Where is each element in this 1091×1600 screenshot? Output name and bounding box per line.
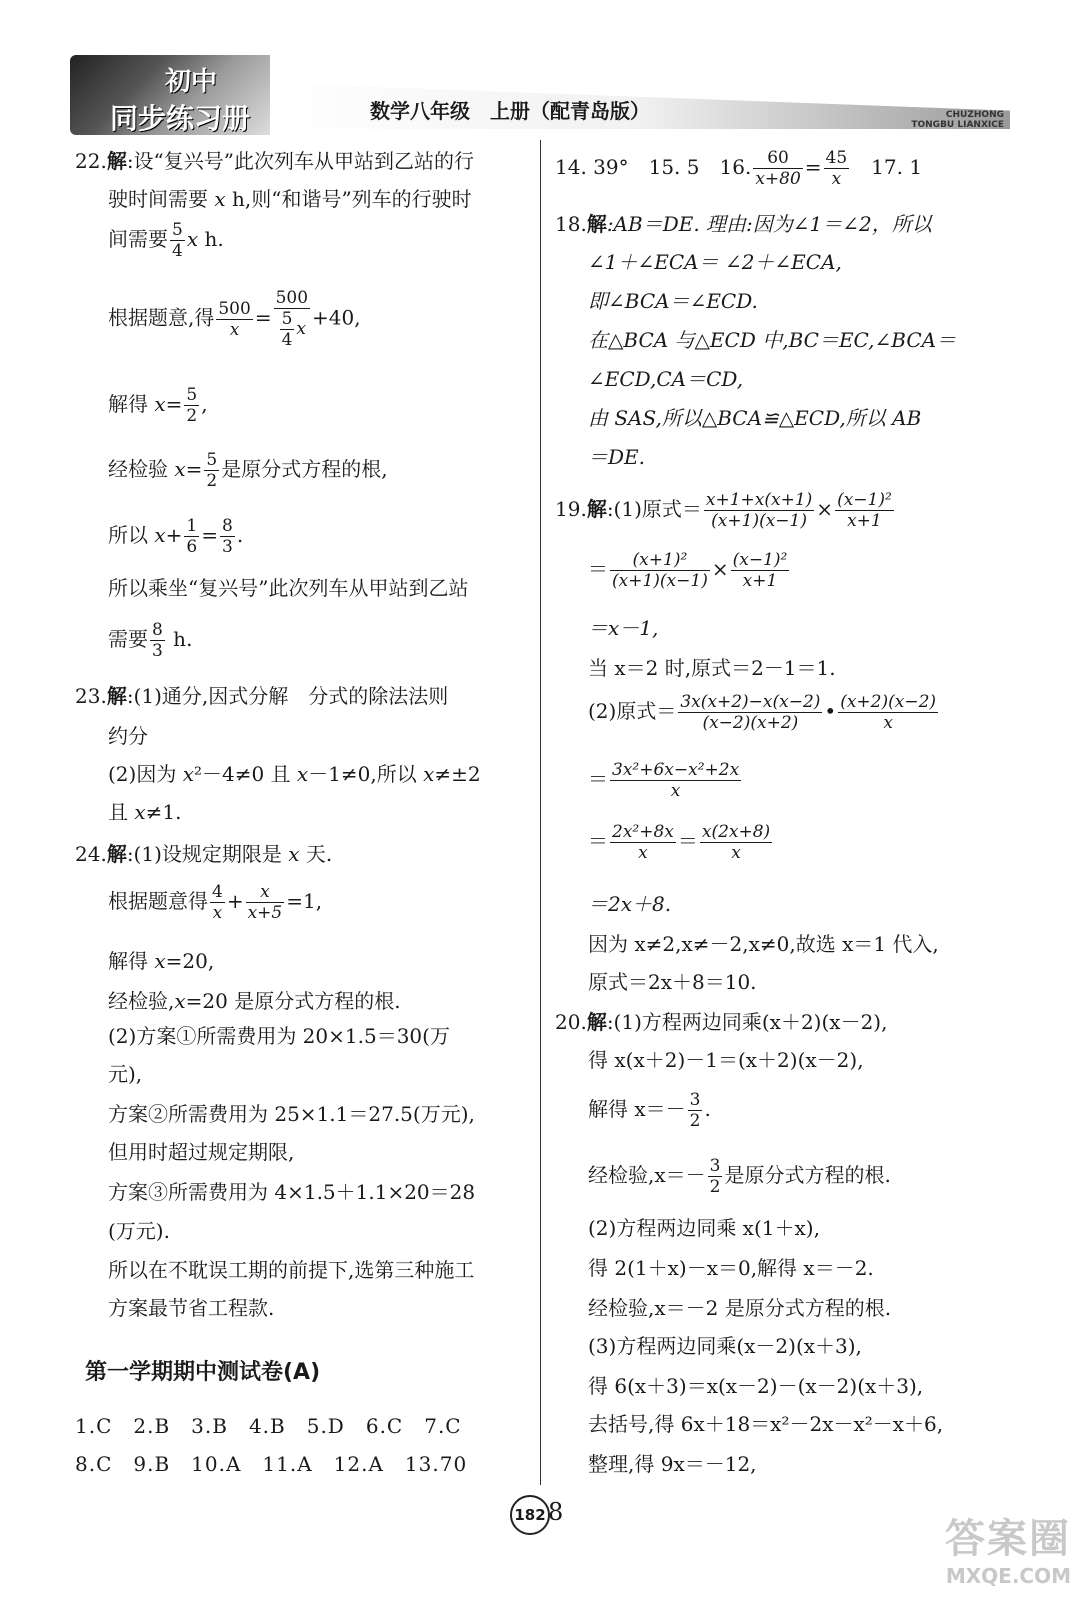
q22-line8: 所以乘坐“复兴号”此次列车从甲站到乙站 (108, 576, 469, 600)
question-number: 19. (555, 497, 587, 521)
numerator: 60 (753, 148, 802, 169)
numerator: 3x²+6x−x²+2x (612, 760, 740, 780)
fraction (150, 620, 165, 661)
q20-line11: 整理,得 9x＝－12, (588, 1452, 757, 1476)
denominator: 3 (152, 641, 163, 661)
var: x (288, 842, 300, 866)
q18-line3: 即∠BCA＝∠ECD. (588, 289, 758, 313)
text: +40, (312, 305, 361, 330)
text: = (804, 155, 822, 179)
fraction (610, 760, 741, 801)
solution-label: 解 (586, 212, 607, 236)
denominator: x (883, 713, 893, 733)
var: x (174, 989, 186, 1013)
series-logo (70, 55, 270, 135)
q18-line1 (555, 208, 932, 237)
fraction (688, 1090, 703, 1131)
fraction (170, 220, 185, 261)
watermark (945, 1507, 1071, 1588)
q20-line5: (2)方程两边同乘 x(1＋x), (588, 1216, 820, 1240)
q20-line1 (555, 1006, 887, 1035)
text: 需要 (108, 627, 148, 651)
answer-row-1: 1.C 2.B 3.B 4.B 5.D 6.C 7.C (75, 1414, 462, 1438)
text: ≠1. (145, 800, 182, 824)
text: , (201, 392, 208, 416)
denominator: 4 (281, 330, 293, 350)
page-decoration: 8 (548, 1498, 564, 1526)
text: • (824, 699, 837, 723)
text: －1≠0,所以 (308, 762, 424, 786)
fraction (246, 882, 285, 923)
q20-line10: 去括号,得 6x＋18＝x²－2x－x²－x＋6, (588, 1412, 944, 1436)
solution-label: 解 (106, 842, 127, 866)
denominator (274, 309, 310, 350)
q24-line10: (万元). (108, 1219, 170, 1243)
q24-line8: 但用时超过规定期限, (108, 1140, 295, 1164)
text: 17. 1 (851, 155, 923, 179)
denominator: x+1 (847, 511, 882, 531)
denominator: x (831, 169, 842, 189)
denominator: (x+1)(x−1) (711, 511, 807, 531)
text: = (165, 392, 183, 416)
text: + (165, 523, 183, 547)
text: 14. 39° 15. 5 16. (555, 155, 752, 179)
fraction (731, 550, 790, 591)
numerator: 2x²+8x (612, 822, 674, 842)
q20-line3 (588, 1090, 711, 1131)
var: x (154, 392, 166, 416)
numerator: 8 (222, 516, 233, 536)
numerator: (x−1)² (732, 550, 788, 570)
denominator: x (670, 781, 681, 801)
fraction (210, 882, 225, 923)
text: . (704, 1097, 711, 1121)
solution-label: 解 (106, 149, 127, 173)
denominator: x+5 (247, 903, 283, 923)
fraction (184, 385, 199, 426)
q22-line6 (108, 450, 388, 491)
page-header (70, 55, 1010, 135)
text: 天. (299, 842, 333, 866)
denominator: x (212, 903, 223, 923)
var: x (134, 800, 146, 824)
numerator: 4 (212, 882, 223, 902)
text: . (236, 523, 244, 547)
text: 经检验, (108, 989, 175, 1013)
numerator: 5 (172, 220, 183, 240)
q18-line5: ∠ECD,CA＝CD, (588, 367, 744, 391)
numerator: 3x(x+2)−x(x−2) (680, 692, 821, 712)
denominator: x (638, 843, 648, 863)
fraction (700, 822, 772, 863)
numerator: 1 (186, 516, 198, 536)
q18-line4: 在△BCA 与△ECD 中,BC＝EC,∠BCA＝ (588, 328, 957, 352)
text: 是原分式方程的根, (221, 457, 388, 481)
text: 解得 (108, 392, 155, 416)
text: 驶时间需要 (108, 187, 215, 211)
text: ＝ (677, 829, 698, 853)
denominator: 2 (689, 1111, 701, 1131)
text: 且 (108, 800, 135, 824)
question-number: 20. (555, 1010, 587, 1034)
var: x (296, 762, 309, 786)
numerator: 5 (186, 385, 198, 405)
book-title: 数学八年级 上册（配青岛版） (370, 99, 650, 123)
q22-line1 (75, 145, 474, 174)
denominator: x+80 (755, 169, 801, 189)
text: 解得 (108, 949, 155, 973)
text: h. (166, 627, 193, 651)
q23-line3 (108, 758, 481, 787)
q18-line7: ＝DE. (588, 445, 645, 469)
fraction (708, 1156, 723, 1197)
q24-line4 (108, 985, 401, 1014)
solution-label: 解 (586, 497, 607, 521)
logo-line2: 同步练习册 (110, 102, 251, 135)
q19-line9: 因为 x≠2,x≠－2,x≠0,故选 x＝1 代入, (588, 932, 939, 956)
text: =20, (165, 949, 215, 973)
fraction (704, 490, 814, 531)
fraction (610, 550, 710, 591)
q19-line7 (588, 822, 774, 863)
text: 解得 x＝－ (588, 1097, 686, 1121)
q24-line11: 所以在不耽误工期的前提下,选第三种施工 (108, 1258, 475, 1282)
q18-line2: ∠1＋∠ECA＝ ∠2＋∠ECA, (588, 250, 842, 274)
numerator: 8 (152, 620, 163, 640)
q24-line7: 方案②所需费用为 25×1.1＝27.5(万元), (108, 1102, 475, 1126)
text: h,则“和谐号”列车的行驶时 (225, 187, 472, 211)
var: x (154, 949, 166, 973)
text: ≠±2 (434, 762, 481, 786)
numerator: (x+2)(x−2) (840, 692, 937, 712)
text: 根据题意得 (108, 889, 208, 913)
fraction (280, 309, 295, 350)
q19-line10: 原式＝2x＋8＝10. (588, 970, 757, 994)
watermark-url: MXQE.COM (945, 1564, 1071, 1588)
text: 所以 (108, 523, 155, 547)
question-number: 18. (555, 212, 587, 236)
text: ＝ (588, 829, 608, 853)
answer-row-2: 8.C 9.B 10.A 11.A 12.A 13.70 (75, 1452, 468, 1476)
fraction (220, 516, 235, 557)
var: x (174, 457, 186, 481)
brand-english (911, 110, 1004, 130)
text: 间需要 (108, 227, 168, 251)
brand-en-line2: TONGBU LIANXICE (911, 120, 1004, 130)
q19-line6 (588, 760, 743, 801)
var: x (296, 319, 307, 339)
text: + (226, 889, 244, 913)
numerator: 3 (689, 1090, 701, 1110)
denominator: 3 (222, 537, 233, 557)
text: × (711, 557, 729, 581)
q22-line2 (108, 183, 472, 212)
q19-line8: ＝2x＋8. (588, 892, 672, 916)
text: :(1)原式＝ (606, 497, 702, 521)
text: × (816, 497, 834, 521)
text: ＝ (588, 557, 608, 581)
text: ＝ (588, 767, 608, 791)
q23-line2: 约分 (108, 724, 148, 748)
text: 根据题意,得 (108, 305, 215, 330)
text: 是原分式方程的根. (724, 1163, 891, 1187)
fraction (204, 450, 219, 491)
q22-line9 (108, 620, 192, 661)
text: :设“复兴号”此次列车从甲站到乙站的行 (126, 149, 474, 173)
text: = (201, 523, 218, 547)
q23-line1 (75, 680, 448, 709)
q22-line3 (108, 220, 224, 261)
text: 经检验 (108, 457, 175, 481)
solution-label: 解 (586, 1010, 607, 1034)
q23-line4 (108, 796, 181, 825)
var: x (423, 762, 435, 786)
fraction (824, 148, 850, 189)
q20-line4 (588, 1156, 891, 1197)
fraction (753, 148, 802, 189)
denominator: x (731, 843, 741, 863)
denominator: 2 (709, 1177, 721, 1197)
text: :(1)方程两边同乘(x＋2)(x－2), (606, 1010, 888, 1034)
denominator: (x+1)(x−1) (612, 571, 708, 591)
q24-line12: 方案最节省工程款. (108, 1296, 275, 1320)
q24-line2 (108, 882, 322, 923)
var: x (186, 227, 199, 251)
text: (2)因为 (108, 762, 183, 786)
q22-line5 (108, 385, 208, 426)
text: (2)原式＝ (588, 699, 677, 723)
q20-line7: 经检验,x＝－2 是原分式方程的根. (588, 1296, 892, 1320)
q18-line6: 由 SAS,所以△BCA≌△ECD,所以 AB (588, 406, 922, 430)
q24-line6: 元), (108, 1062, 143, 1086)
q20-line6: 得 2(1＋x)－x＝0,解得 x＝－2. (588, 1256, 874, 1280)
text: h. (198, 227, 224, 251)
q20-line8: (3)方程两边同乘(x－2)(x＋3), (588, 1334, 862, 1358)
denominator: x (229, 319, 240, 340)
fraction (838, 692, 938, 733)
text: 经检验,x＝－ (588, 1163, 706, 1187)
numerator: x(2x+8) (701, 822, 771, 842)
q19-line1 (555, 490, 896, 531)
brand-en-line1: CHUZHONG (945, 110, 1004, 120)
denominator: 2 (206, 471, 218, 491)
fraction (216, 299, 252, 340)
q24-line9: 方案③所需费用为 4×1.5＋1.1×20＝28 (108, 1180, 476, 1204)
denominator: 2 (186, 406, 198, 426)
q20-line2: 得 x(x＋2)－1＝(x＋2)(x－2), (588, 1048, 864, 1072)
q19-line2 (588, 550, 791, 591)
section-title: 第一学期期中测试卷(A) (85, 1360, 321, 1385)
var: x (154, 523, 166, 547)
q19-line5 (588, 692, 940, 733)
numerator: 3 (709, 1156, 721, 1176)
text: = (185, 457, 203, 481)
q24-line5: (2)方案①所需费用为 20×1.5＝30(万 (108, 1024, 450, 1048)
text: ²－4≠0 且 (193, 762, 297, 786)
fraction (184, 516, 199, 557)
q19-line4: 当 x＝2 时,原式＝2－1＝1. (588, 656, 836, 680)
page-number: 182 (510, 1495, 550, 1535)
numerator: 5 (281, 309, 293, 329)
q24-line1 (75, 838, 332, 867)
q19-line3: ＝x－1, (588, 616, 659, 640)
column-divider (540, 140, 541, 1485)
solution-label: 解 (106, 684, 127, 708)
numerator: x (246, 882, 285, 903)
numerator: (x+1)² (610, 550, 710, 571)
numerator: 500 (275, 288, 309, 308)
question-number: 23. (75, 684, 107, 708)
var: x (214, 187, 226, 211)
logo-line1: 初中 (165, 67, 218, 97)
var: x (182, 762, 194, 786)
denominator: 6 (186, 537, 198, 557)
text: :AB＝DE. 理由:因为∠1＝∠2，所以 (606, 212, 932, 236)
q22-line7 (108, 516, 243, 557)
numerator: (x−1)² (837, 490, 892, 510)
watermark-logo: 答案圈 (945, 1516, 1071, 1562)
text: :(1)通分,因式分解 分式的除法法则 (126, 684, 449, 708)
answers-14-17 (555, 148, 922, 189)
denominator: 4 (172, 241, 183, 261)
text: =20 是原分式方程的根. (185, 989, 401, 1013)
numerator: 45 (825, 148, 848, 168)
numerator: 5 (206, 450, 218, 470)
numerator: x+1+x(x+1) (705, 490, 813, 510)
numerator: 500 (218, 298, 251, 319)
q24-line3 (108, 945, 214, 974)
fraction (610, 822, 676, 863)
denominator: (x−2)(x+2) (702, 713, 799, 733)
text: =1, (286, 889, 323, 913)
text: = (254, 305, 272, 330)
text: :(1)设规定期限是 (126, 842, 289, 866)
denominator: x+1 (742, 571, 778, 591)
q20-line9: 得 6(x＋3)＝x(x－2)－(x－2)(x＋3), (588, 1374, 924, 1398)
fraction (678, 692, 822, 733)
fraction (835, 490, 894, 531)
q22-line4 (108, 288, 361, 350)
question-number: 22. (75, 149, 107, 173)
fraction (274, 288, 310, 350)
question-number: 24. (75, 842, 107, 866)
